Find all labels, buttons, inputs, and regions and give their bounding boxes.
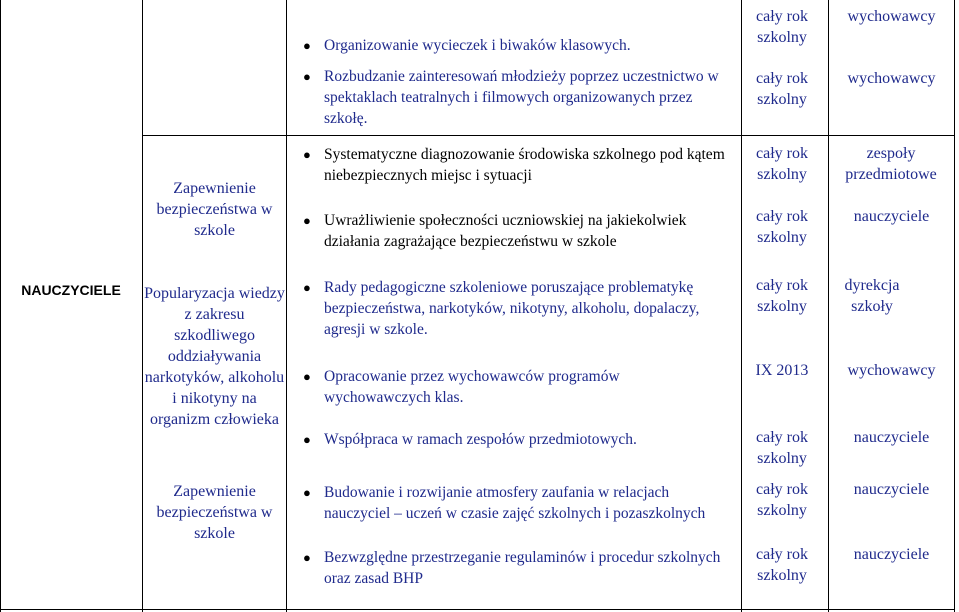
bullet-icon: ● — [303, 369, 311, 384]
responsible-cell: nauczyciele — [853, 546, 930, 563]
term-cell: cały rok szkolny — [756, 208, 808, 246]
responsible-cell: wychowawcy — [847, 70, 936, 87]
task-item: Uwrażliwienie społeczności uczniowskiej na jakiekolwiek działania zagrażające bezpieczeństwu w szkole — [324, 212, 687, 250]
row-divider-section — [142, 135, 955, 136]
table-border-right — [954, 0, 955, 612]
task-item: Budowanie i rozwijanie atmosfery zaufania w relacjach nauczyciel – uczeń w czasie zajęć szkolnych i pozaszkolnych — [324, 484, 706, 522]
term-cell: IX 2013 — [755, 362, 809, 379]
column-divider-4 — [828, 0, 829, 612]
bullet-icon: ● — [303, 213, 311, 228]
responsible-cell: nauczyciele — [853, 429, 930, 446]
bullet-icon: ● — [303, 69, 311, 84]
bullet-icon: ● — [303, 280, 311, 295]
column-divider-2 — [286, 0, 287, 612]
role-label: NAUCZYCIELE — [21, 282, 121, 298]
goal-safety-2: Zapewnienie bezpieczeństwa w szkole — [156, 483, 273, 542]
term-cell: cały rok szkolny — [756, 546, 808, 584]
term-cell: cały rok szkolny — [756, 70, 808, 108]
responsible-cell: zespoły przedmiotowe — [845, 145, 937, 183]
responsible-cell: dyrekcja szkoły — [844, 277, 900, 315]
goal-safety-1: Zapewnienie bezpieczeństwa w szkole — [156, 180, 273, 239]
term-cell: cały rok szkolny — [756, 145, 808, 183]
task-item: Opracowanie przez wychowawców programów wychowawczych klas. — [324, 368, 620, 406]
bullet-icon: ● — [303, 432, 311, 447]
goal-popularization: Popularyzacja wiedzy z zakresu szkodliwego oddziaływania narkotyków, alkoholu i nikotyny na organizm człowieka — [144, 285, 285, 428]
bullet-icon: ● — [303, 147, 311, 162]
responsible-cell: wychowawcy — [847, 8, 936, 25]
task-item: Organizowanie wycieczek i biwaków klasowych. — [324, 37, 631, 54]
bullet-icon: ● — [303, 485, 311, 500]
responsible-cell: nauczyciele — [853, 481, 930, 498]
term-cell: cały rok szkolny — [756, 481, 808, 519]
responsible-cell: nauczyciele — [853, 208, 930, 225]
term-cell: cały rok szkolny — [756, 8, 808, 46]
table-border-left — [0, 0, 1, 612]
bullet-icon: ● — [303, 550, 311, 565]
responsible-cell: wychowawcy — [847, 362, 936, 379]
task-item: Rozbudzanie zainteresowań młodzieży poprzez uczestnictwo w spektaklach teatralnych i filmowych organizowanych przez szkołę. — [324, 68, 719, 127]
task-item: Rady pedagogiczne szkoleniowe poruszające problematykę bezpieczeństwa, narkotyków, nikotyny, alkoholu, dopalaczy, agresji w szkole. — [324, 279, 700, 338]
table-border-bottom — [0, 609, 955, 610]
bullet-icon: ● — [303, 38, 311, 53]
task-item: Systematyczne diagnozowanie środowiska szkolnego pod kątem niebezpiecznych miejsc i sytuacji — [324, 146, 725, 184]
term-cell: cały rok szkolny — [756, 277, 808, 315]
task-item: Bezwzględne przestrzeganie regulaminów i procedur szkolnych oraz zasad BHP — [324, 549, 721, 587]
task-item: Współpraca w ramach zespołów przedmiotowych. — [324, 431, 637, 448]
term-cell: cały rok szkolny — [756, 429, 808, 467]
